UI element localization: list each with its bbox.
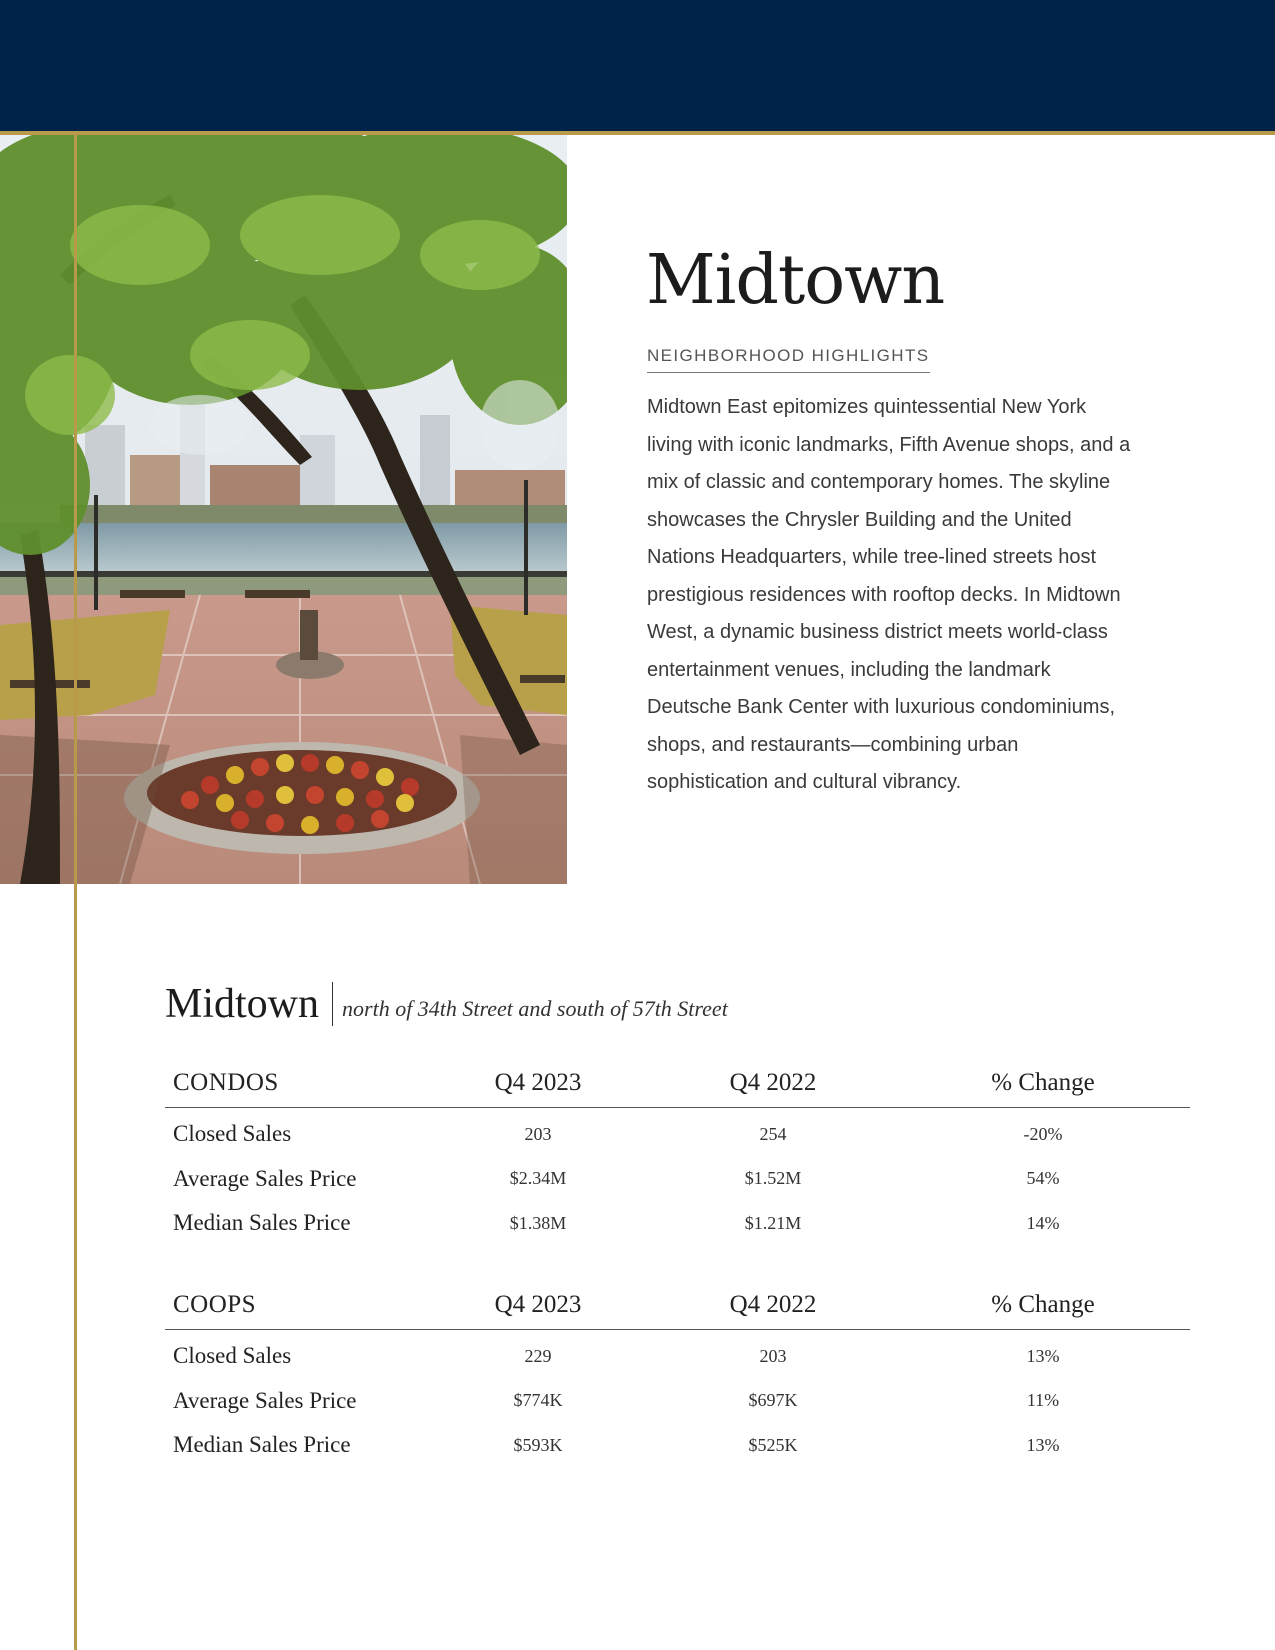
title-divider (332, 982, 333, 1026)
table-row (165, 1423, 1190, 1468)
stats-subtitle: north of 34th Street and south of 57th Street (342, 996, 728, 1021)
row-label: Median Sales Price (173, 1210, 351, 1236)
page-title: Midtown (646, 241, 945, 320)
value-q4-2022: $1.21M (744, 1212, 802, 1233)
value-q4-2023: $2.34M (509, 1168, 567, 1189)
header-percent-change: % Change (991, 1290, 1095, 1318)
table-row (165, 1112, 1190, 1157)
header-band (0, 0, 1275, 131)
table-row (165, 1334, 1190, 1379)
value-percent-change: -20% (1023, 1123, 1063, 1144)
value-q4-2023: 203 (524, 1123, 552, 1144)
value-percent-change: 13% (1026, 1434, 1060, 1455)
table-row (165, 1201, 1190, 1246)
value-percent-change: 14% (1026, 1212, 1060, 1233)
stats-title: Midtown (165, 981, 320, 1027)
value-q4-2023: $1.38M (509, 1212, 567, 1233)
header-q4-2023: Q4 2023 (494, 1068, 582, 1096)
header-q4-2023: Q4 2023 (494, 1290, 582, 1318)
condos-table (165, 1058, 1190, 1246)
value-q4-2023: $774K (513, 1390, 563, 1411)
header-category: CONDOS (173, 1068, 279, 1096)
row-label: Average Sales Price (173, 1387, 357, 1413)
table-row (165, 1379, 1190, 1424)
section-label: NEIGHBORHOOD HIGHLIGHTS (647, 346, 930, 373)
value-q4-2023: $593K (513, 1434, 563, 1455)
condos-table-header (165, 1058, 1190, 1108)
value-q4-2022: 254 (759, 1123, 787, 1144)
row-label: Median Sales Price (173, 1432, 351, 1458)
header-category: COOPS (173, 1290, 257, 1318)
table-row (165, 1157, 1190, 1202)
value-percent-change: 54% (1026, 1168, 1060, 1189)
value-q4-2022: $697K (748, 1390, 798, 1411)
row-label: Closed Sales (173, 1343, 292, 1369)
value-percent-change: 13% (1026, 1345, 1060, 1366)
park-photo-illustration (0, 135, 567, 884)
park-photo (0, 135, 567, 884)
stats-heading (165, 982, 728, 1026)
header-q4-2022: Q4 2022 (729, 1068, 817, 1096)
row-label: Closed Sales (173, 1121, 292, 1147)
gold-divider-vertical (74, 131, 77, 1650)
coops-table-header (165, 1280, 1190, 1330)
row-label: Average Sales Price (173, 1165, 357, 1191)
coops-table (165, 1280, 1190, 1468)
value-q4-2022: $1.52M (744, 1168, 802, 1189)
value-q4-2022: $525K (748, 1434, 798, 1455)
value-q4-2023: 229 (524, 1345, 552, 1366)
value-q4-2022: 203 (759, 1345, 787, 1366)
header-percent-change: % Change (991, 1068, 1095, 1096)
header-q4-2022: Q4 2022 (729, 1290, 817, 1318)
value-percent-change: 11% (1026, 1390, 1060, 1411)
neighborhood-description: Midtown East epitomizes quintessential New York living with iconic landmarks, Fifth Avenue shops, and a mix of classic and contemporary homes. The skyline showcases the Chrysler Building and the United Nations Headquarters, while tree-lined streets host prestigious residences with rooftop decks. In Midtown West, a dynamic business district meets world-class entertainment venues, including the landmark Deutsche Bank Center with luxurious condominiums, shops, and restaurants—combining urban sophistication and cultural vibrancy. (647, 396, 1131, 793)
